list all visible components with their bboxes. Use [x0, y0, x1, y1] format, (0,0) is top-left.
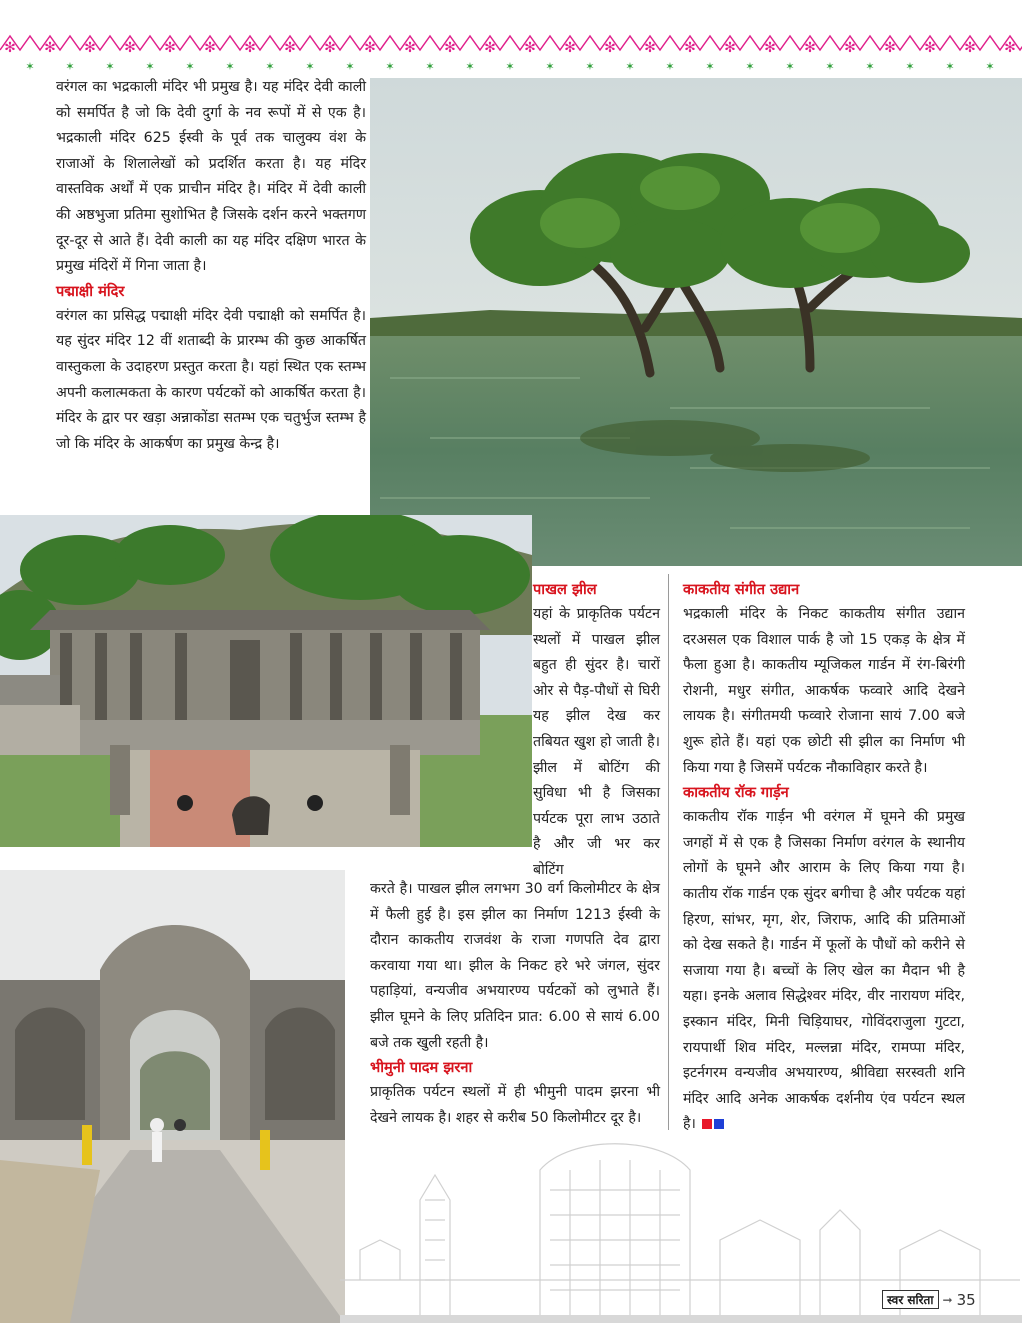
border-flower-icon: ✻ [804, 40, 816, 56]
sangeet-udyan-paragraph: भद्रकाली मंदिर के निकट काकतीय संगीत उद्यान दरअसल एक विशाल पार्क है जो 15 एकड़ के क्षेत्र में फैला हुआ है। काकतीय म्यूजिकल गार्डन में रंग-बिरंगी रोशनी, मधुर संगीत, आकर्षक फव्वारे आदि देखने लायक है। संगीतमयी फव्वारे रोजाना सायं 7.00 बजे शुरू होते हैं। यहां एक छोटी सी झील का निर्माण भी किया गया है जिसमें पर्यटक नौकाविहार करते है। [683, 606, 965, 776]
border-flower-icon: ✻ [84, 40, 96, 56]
pakhal-narrow-column [533, 578, 660, 884]
border-star-icon: ✶ [25, 60, 35, 73]
border-star-icon: ✶ [265, 60, 275, 73]
border-flower-icon: ✻ [964, 40, 976, 56]
border-flower-icon: ✻ [524, 40, 536, 56]
end-mark-blue [714, 1119, 724, 1129]
border-flower-icon: ✻ [484, 40, 496, 56]
border-zigzag [0, 36, 1022, 50]
bhimuni-heading: भीमुनी पादम झरना [370, 1059, 473, 1077]
rock-garden-text: काकतीय रॉक गार्ड़न भी वरंगल में घूमने की प्रमुख जगहों में से एक है जिसका निर्माण वरंगल के स्थानीय लोगों के घूमने और आराम के लिए किया गया है। कातीय रॉक गार्डन एक सुंदर बगीचा है और पर्यटक यहां हिरण, सांभर, मृग, शेर, जिराफ, आदि की प्रतिमाओं को देख सकते है। गार्डन में फूलों के पौधों को करीने से सजाया गया है। बच्चों के लिए खेल का मैदान भी है यहा। इनके अलाव सिद्धेश्वर मंदिर, वीर नारायण मंदिर, इस्कान मंदिर, मिनी चिड़ियाघर, गोविंदराजुला गुटटा, रायपार्थी शिव मंदिर, मल्लन्ना मंदिर, रामप्पा मंदिर, इटर्नगरम वन्यजीव अभयारण्य, श्रीविद्या सरस्वती शनि मंदिर आदि अनेक आकर्षक दर्शनीय एंव पर्यटन स्थल है। [683, 809, 965, 1133]
border-flower-icon: ✻ [284, 40, 296, 56]
border-star-icon: ✶ [145, 60, 155, 73]
pakhal-paragraph-bottom: करते है। पाखल झील लगभग 30 वर्ग किलोमीटर के क्षेत्र में फैली हुई है। इस झील का निर्माण 1213 ईस्वी के दौरान काकतीय राजवंश के राजा गणपति देव द्वारा करवाया गया था। झील के निकट हरे भरे जंगल, सुंदर पहाड़ियां, वन्यजीव अभयारण्य पर्यटकों को लुभाते हैं। झील घूमने के लिए प्रतिदिन प्रात: 6.00 से सायं 6.00 बजे तक खुली रहती है। [370, 881, 660, 1051]
decorative-top-border [0, 0, 1022, 80]
bhimuni-paragraph: प्राकृतिक पर्यटन स्थलों में ही भीमुनी पादम झरना भी देखने लायक है। शहर से करीब 50 किलोमीटर दूर है। [370, 1084, 660, 1126]
rock-garden-heading: काकतीय रॉक गार्ड़न [683, 784, 789, 802]
border-star-icon: ✶ [105, 60, 115, 73]
border-star-icon: ✶ [505, 60, 515, 73]
border-flower-icon: ✻ [4, 40, 16, 56]
border-star-icon: ✶ [345, 60, 355, 73]
border-star-icon: ✶ [385, 60, 395, 73]
border-flower-icon: ✻ [684, 40, 696, 56]
border-star-icon: ✶ [745, 60, 755, 73]
border-star-icon: ✶ [425, 60, 435, 73]
pakhal-wide-column [370, 877, 660, 1131]
border-star-icon: ✶ [905, 60, 915, 73]
border-flower-icon: ✻ [924, 40, 936, 56]
border-star-icon: ✶ [825, 60, 835, 73]
border-flower-icon: ✻ [444, 40, 456, 56]
border-flower-icon: ✻ [44, 40, 56, 56]
fort-gate-photo [0, 870, 345, 1323]
border-star-icon: ✶ [945, 60, 955, 73]
border-star-icon: ✶ [225, 60, 235, 73]
lake-photo [370, 78, 1022, 566]
right-column [683, 578, 965, 1138]
border-flower-icon: ✻ [564, 40, 576, 56]
sangeet-udyan-heading: काकतीय संगीत उद्यान [683, 581, 800, 598]
border-star-icon: ✶ [545, 60, 555, 73]
arrow-icon: ➞ [942, 1292, 953, 1307]
pakhal-paragraph-top: यहां के प्राकृतिक पर्यटन स्थलों में पाखल झील बहुत ही सुंदर है। चारों ओर से पैड़-पौधों से घिरी यह झील देख कर तबियत खुश हो जाती है। झील में बोटिंग की सुविधा भी है जिसका पर्यटक पूरा लाभ उठाते है और जी भर कर बोटिंग [533, 606, 660, 878]
border-flower-icon: ✻ [644, 40, 656, 56]
pakhal-heading: पाखल झील [533, 581, 597, 598]
padmakshi-paragraph: वरंगल का प्रसिद्ध पद्माक्षी मंदिर देवी पद्माक्षी को समर्पित है। यह सुंदर मंदिर 12 वीं शताब्दी के प्रारम्भ की कुछ आकर्षित वास्तुकला के उदाहरण प्रस्तुत करता है। यहां स्थित एक स्तम्भ अपनी कलात्मकता के कारण पर्यटकों को आकर्षित करता है। मंदिर के द्वार पर खड़ा अन्नाकोंडा सतम्भ एक चतुर्भुज स्तम्भ है जो कि मंदिर के आकर्षण का प्रमुख केन्द्र है। [56, 307, 366, 452]
border-flower-icon: ✻ [884, 40, 896, 56]
border-flower-icon: ✻ [324, 40, 336, 56]
border-flower-icon: ✻ [1004, 40, 1016, 56]
intro-paragraph: वरंगल का भद्रकाली मंदिर भी प्रमुख है। यह मंदिर देवी काली को समर्पित है जो कि देवी दुर्गा के नव रूपों में से एक है। भद्रकाली मंदिर 625 ईस्वी के पूर्व तक चालुक्य वंश के राजाओं के शिलालेखों को प्रदर्शित करता है। यह मंदिर वास्तविक अर्थों में एक प्राचीन मंदिर है। मंदिर में देवी काली की अष्ठभुजा प्रतिमा सुशोभित है जिसके दर्शन करने भक्तगण दूर-दूर से आते हैं। देवी काली का यह मंदिर दक्षिण भारत के प्रमुख मंदिरों में गिना जाता है। [56, 79, 366, 275]
page-footer [882, 1290, 976, 1309]
border-flower-icon: ✻ [844, 40, 856, 56]
border-star-icon: ✶ [665, 60, 675, 73]
border-flower-icon: ✻ [124, 40, 136, 56]
border-flower-icon: ✻ [164, 40, 176, 56]
border-star-icon: ✶ [585, 60, 595, 73]
intro-column [56, 75, 366, 457]
column-divider [668, 574, 669, 1130]
border-star-icon: ✶ [465, 60, 475, 73]
border-star-icon: ✶ [625, 60, 635, 73]
rock-garden-paragraph [683, 805, 965, 1138]
page-number: 35 [956, 1290, 976, 1309]
border-star-icon: ✶ [785, 60, 795, 73]
border-star-icon: ✶ [65, 60, 75, 73]
border-flower-icon: ✻ [724, 40, 736, 56]
border-star-icon: ✶ [705, 60, 715, 73]
border-star-icon: ✶ [865, 60, 875, 73]
border-star-icon: ✶ [305, 60, 315, 73]
border-flower-icon: ✻ [204, 40, 216, 56]
border-star-icon: ✶ [985, 60, 995, 73]
thousand-pillar-temple-photo [0, 515, 532, 847]
border-star-icon: ✶ [185, 60, 195, 73]
border-flower-icon: ✻ [764, 40, 776, 56]
border-flower-icon: ✻ [604, 40, 616, 56]
padmakshi-heading: पद्माक्षी मंदिर [56, 282, 125, 300]
border-flower-icon: ✻ [244, 40, 256, 56]
end-mark-red [702, 1119, 712, 1129]
border-flower-icon: ✻ [404, 40, 416, 56]
magazine-name: स्वर सरिता [882, 1290, 939, 1309]
border-flower-icon: ✻ [364, 40, 376, 56]
